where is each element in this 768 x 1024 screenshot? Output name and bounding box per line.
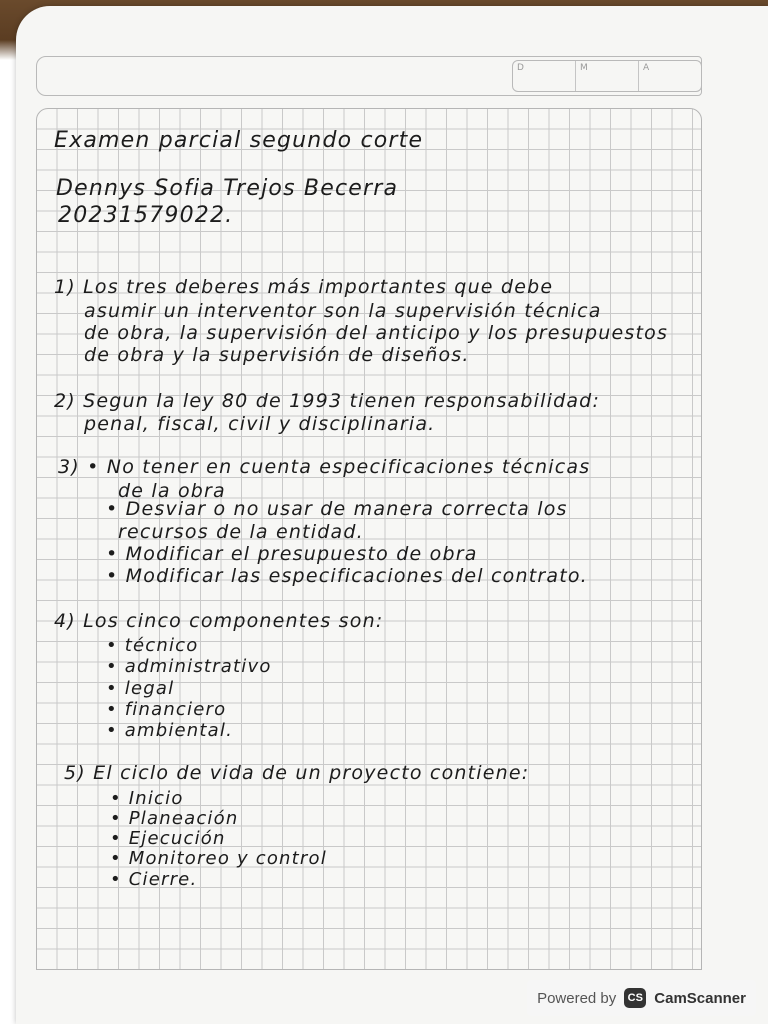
answer-1-line-4: de obra y la supervisión de diseños. (84, 344, 470, 366)
answer-1-line-3: de obra, la supervisión del anticipo y los presupuestos (84, 322, 669, 344)
answer-4-heading: 4) Los cinco componentes son: (54, 610, 384, 632)
answer-3-line-5: • Modificar el presupuesto de obra (106, 543, 478, 565)
exam-title: Examen parcial segundo corte (54, 128, 424, 153)
answer-5-heading: 5) El ciclo de vida de un proyecto contiene: (64, 762, 530, 784)
answer-4-item-4: • financiero (106, 699, 227, 720)
answer-4-item-2: • administrativo (106, 656, 272, 677)
camscanner-logo-icon: CS (624, 988, 646, 1008)
answer-5-item-5: • Cierre. (110, 869, 198, 890)
date-month-cell: M (576, 61, 639, 91)
answer-2-line-2: penal, fiscal, civil y disciplinaria. (84, 413, 436, 435)
answer-3-line-2: de la obra (118, 480, 226, 502)
answer-4-item-1: • técnico (106, 635, 199, 656)
answer-3-line-1: 3) • No tener en cuenta especificaciones técnicas (58, 456, 591, 478)
date-box (512, 60, 702, 92)
answer-3-line-3: • Desviar o no usar de manera correcta los (106, 498, 568, 520)
powered-by-text: Powered by (537, 989, 617, 1007)
answer-3-line-4: recursos de la entidad. (118, 521, 364, 543)
answer-5-item-3: • Ejecución (110, 828, 226, 849)
answer-3-line-6: • Modificar las especificaciones del contrato. (106, 565, 588, 587)
answer-4-item-3: • legal (106, 678, 175, 699)
answer-1-line-1: 1) Los tres deberes más importantes que debe (54, 276, 554, 298)
answer-5-item-4: • Monitoreo y control (110, 848, 327, 869)
answer-4-item-5: • ambiental. (106, 720, 234, 741)
date-year-cell: A (643, 63, 650, 73)
answer-1-line-2: asumir un interventor son la supervisión técnica (84, 300, 602, 322)
date-day-cell: D (513, 61, 576, 91)
student-code: 20231579022. (58, 203, 234, 228)
student-name: Dennys Sofia Trejos Becerra (56, 176, 399, 201)
camscanner-brand-text: CamScanner (654, 989, 746, 1007)
answer-5-item-1: • Inicio (110, 788, 184, 809)
camscanner-watermark (527, 980, 756, 1016)
answer-5-item-2: • Planeación (110, 808, 239, 829)
answer-2-line-1: 2) Segun la ley 80 de 1993 tienen responsabilidad: (54, 390, 601, 412)
